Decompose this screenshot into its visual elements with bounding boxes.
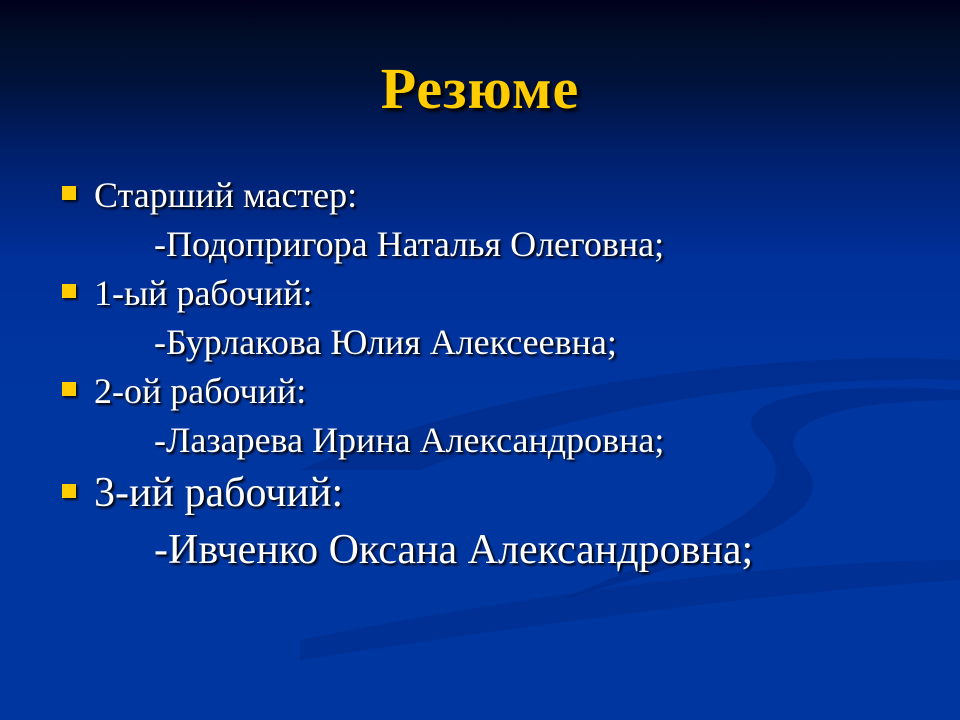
person-name: -Бурлакова Юлия Алексеевна; [154,322,617,362]
role-label: Старший мастер: [94,175,358,215]
list-item [60,172,753,270]
square-bullet-icon [62,484,76,498]
role-label: 1-ый рабочий: [94,273,313,313]
staff-list [60,172,753,580]
slide-title: Резюме [380,56,580,121]
list-item [60,368,753,466]
role-label: 3-ий рабочий: [94,470,344,516]
list-item [60,466,753,580]
person-name: -Лазарева Ирина Александровна; [154,420,665,460]
square-bullet-icon [62,382,76,396]
square-bullet-icon [62,284,76,298]
list-item [60,270,753,368]
square-bullet-icon [62,186,76,200]
role-label: 2-ой рабочий: [94,371,307,411]
person-name: -Ивченко Оксана Александровна; [154,527,754,573]
person-name: -Подопригора Наталья Олеговна; [154,224,665,264]
